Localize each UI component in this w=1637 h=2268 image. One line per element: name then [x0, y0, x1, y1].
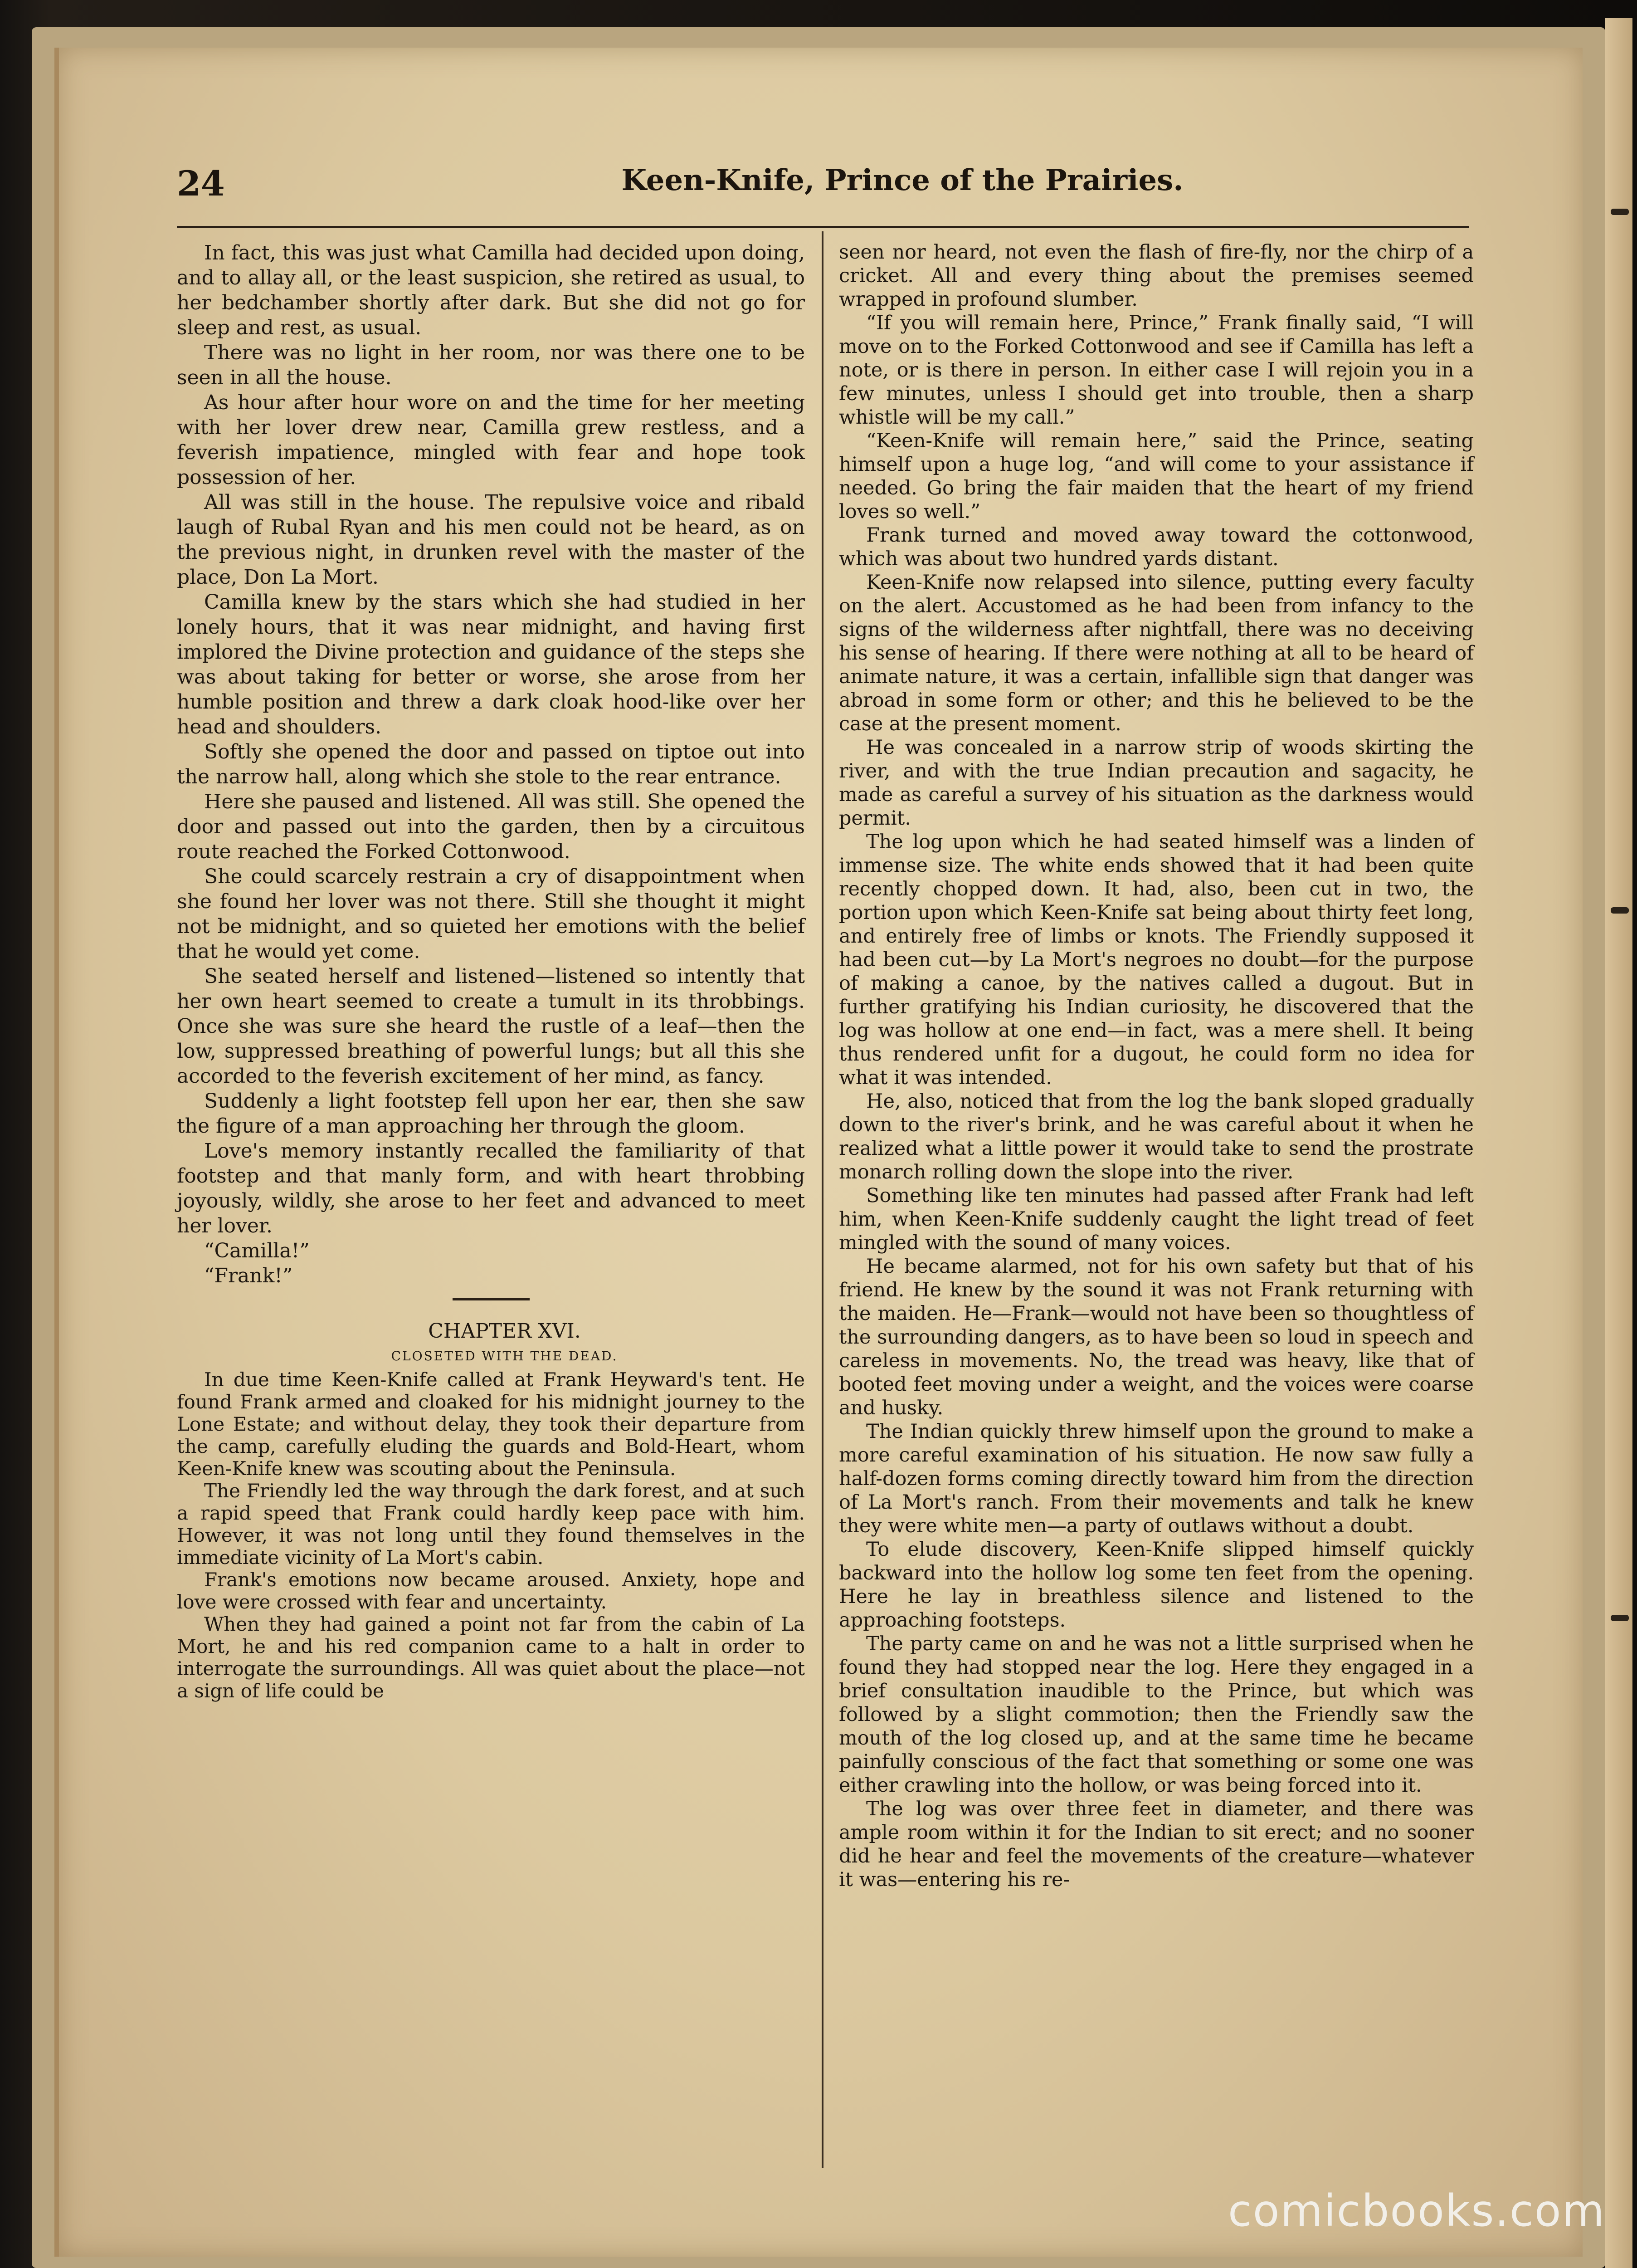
- paragraph: Something like ten minutes had passed after Frank had left him, when Keen-Knife suddenly caught the light tread of feet mingled with the sound of many voices.: [839, 1184, 1474, 1254]
- paragraph: He, also, noticed that from the log the bank sloped gradually down to the river's brink, and he was careful about it when he realized what a little power it would take to send the prostrate monarch rolling down the slope into the river.: [839, 1090, 1474, 1183]
- paragraph: He was concealed in a narrow strip of woods skirting the river, and with the true Indian precaution and sagacity, he made as careful a survey of his situation as the darkness would permit.: [839, 736, 1474, 830]
- chapter-heading: CHAPTER XVI.: [428, 1320, 581, 1343]
- paragraph: seen nor heard, not even the flash of fire-fly, nor the chirp of a cricket. All and every thing about the premises seemed wrapped in profound slumber.: [839, 241, 1474, 311]
- running-title: Keen-Knife, Prince of the Prairies.: [621, 163, 1184, 197]
- paragraph: To elude discovery, Keen-Knife slipped himself quickly backward into the hollow log some ten feet from the opening. Here he lay in breathless silence and listened to the approaching footsteps.: [839, 1538, 1474, 1632]
- left-column: [177, 240, 805, 1702]
- paragraph: Here she paused and listened. All was still. She opened the door and passed out into the garden, then by a circuitous route reached the Forked Cottonwood.: [177, 790, 805, 863]
- paragraph: Keen-Knife now relapsed into silence, putting every faculty on the alert. Accustomed as he had been from infancy to the signs of the wilderness after nightfall, there was no deceiving his sense of hearing. If there were nothing at all to be heard of animate nature, it was a certain, infallible sign that danger was abroad in some form or other; and this he believed to be the case at the present moment.: [839, 571, 1474, 735]
- paragraph: There was no light in her room, nor was there one to be seen in all the house.: [177, 341, 805, 389]
- page-header: [163, 163, 1515, 222]
- page-number: 24: [177, 163, 225, 204]
- paragraph: All was still in the house. The repulsive voice and ribald laugh of Rubal Ryan and his men could not be heard, as on the previous night, in drunken revel with the master of the place, Don La Mort.: [177, 491, 805, 589]
- next-page-edge: [1605, 18, 1632, 2268]
- paragraph: In due time Keen-Knife called at Frank Heyward's tent. He found Frank armed and cloaked for his midnight journey to the Lone Estate; and without delay, they took their departure from the camp, carefully eluding the guards and Bold-Heart, whom Keen-Knife knew was scouting about the Peninsula.: [177, 1369, 805, 1480]
- column-divider: [822, 231, 823, 2168]
- section-rule: [453, 1298, 530, 1300]
- binding-stitch: [1611, 209, 1629, 215]
- paragraph: Frank's emotions now became aroused. Anxiety, hope and love were crossed with fear and uncertainty.: [177, 1569, 805, 1613]
- paragraph: The Indian quickly threw himself upon the ground to make a more careful examination of his situation. He now saw fully a half-dozen forms coming directly toward him from the direction of La Mort's ranch. From their movements and talk he knew they were white men—a party of outlaws without a doubt.: [839, 1420, 1474, 1537]
- paragraph: Softly she opened the door and passed on tiptoe out into the narrow hall, along which she stole to the rear entrance.: [177, 740, 805, 788]
- binding-stitch: [1611, 907, 1629, 914]
- paragraph: The Friendly led the way through the dark forest, and at such a rapid speed that Frank could hardly keep pace with him. However, it was not long until they found themselves in the immediate vicinity of La Mort's cabin.: [177, 1480, 805, 1569]
- paragraph: “If you will remain here, Prince,” Frank finally said, “I will move on to the Forked Cottonwood and see if Camilla has left a note, or is there in person. In either case I will rejoin you in a few minutes, unless I should get into trouble, then a sharp whistle will be my call.”: [839, 312, 1474, 429]
- paragraph: The party came on and he was not a little surprised when he found they had stopped near the log. Here they engaged in a brief consultation inaudible to the Prince, but which was followed by a slight commotion; then the Friendly saw the mouth of the log closed up, and at the same time he became painfully conscious of the fact that something or some one was either crawling into the hollow, or was being forced into it.: [839, 1633, 1474, 1797]
- binding-stitch: [1611, 1615, 1629, 1621]
- paragraph: The log upon which he had seated himself was a linden of immense size. The white ends showed that it had been quite recently chopped down. It had, also, been cut in two, the portion upon which Keen-Knife sat being about thirty feet long, and entirely free of limbs or knots. The Friendly supposed it had been cut—by La Mort's negroes no doubt—for the purpose of making a canoe, by the natives called a dugout. But in further gratifying his Indian curiosity, he discovered that the log was hollow at one end—in fact, was a mere shell. It being thus rendered unfit for a dugout, he could form no idea for what it was intended.: [839, 831, 1474, 1089]
- chapter-subtitle: CLOSETED WITH THE DEAD.: [391, 1349, 618, 1364]
- paragraph: She seated herself and listened—listened so intently that her own heart seemed to create a tumult in its throbbings. Once she was sure she heard the rustle of a leaf—then the low, suppressed breathing of powerful lungs; but all this she accorded to the feverish excitement of her mind, as fancy.: [177, 965, 805, 1088]
- paragraph: Frank turned and moved away toward the cottonwood, which was about two hundred yards distant.: [839, 524, 1474, 570]
- header-rule: [177, 226, 1469, 228]
- paragraph: “Keen-Knife will remain here,” said the Prince, seating himself upon a huge log, “and will come to your assistance if needed. Go bring the fair maiden that the heart of my friend loves so well.”: [839, 430, 1474, 523]
- dialogue-line: “Frank!”: [204, 1264, 293, 1287]
- paragraph: He became alarmed, not for his own safety but that of his friend. He knew by the sound it was not Frank returning with the maiden. He—Frank—would not have been so thoughtless of the surrounding dangers, as to have been so loud in speech and careless in movements. No, the tread was heavy, like that of booted feet moving under a weight, and the voices were coarse and husky.: [839, 1255, 1474, 1419]
- paragraph: When they had gained a point not far from the cabin of La Mort, he and his red companion came to a halt in order to interrogate the surroundings. All was quiet about the place—not a sign of life could be: [177, 1613, 805, 1702]
- paragraph: She could scarcely restrain a cry of disappointment when she found her lover was not there. Still she thought it might not be midnight, and so quieted her emotions with the belief that he would yet come.: [177, 865, 805, 963]
- dialogue-line: “Camilla!”: [204, 1239, 310, 1262]
- paragraph: As hour after hour wore on and the time for her meeting with her lover drew near, Camilla grew restless, and a feverish impatience, mingled with fear and hope took possession of her.: [177, 391, 805, 489]
- right-column: [839, 240, 1474, 1892]
- paragraph: In fact, this was just what Camilla had decided upon doing, and to allay all, or the least suspicion, she retired as usual, to her bedchamber shortly after dark. But she did not go for sleep and rest, as usual.: [177, 241, 805, 339]
- watermark-text: comicbooks.com: [1228, 2185, 1605, 2236]
- paragraph: Love's memory instantly recalled the familiarity of that footstep and that manly form, and with heart throbbing joyously, wildly, she arose to her feet and advanced to meet her lover.: [177, 1139, 805, 1237]
- paragraph: Suddenly a light footstep fell upon her ear, then she saw the figure of a man approaching her through the gloom.: [177, 1090, 805, 1138]
- paragraph: Camilla knew by the stars which she had studied in her lonely hours, that it was near midnight, and having first implored the Divine protection and guidance of the steps she was about taking for better or worse, she arose from her humble position and threw a dark cloak hood-like over her head and shoulders.: [177, 591, 805, 738]
- paragraph: The log was over three feet in diameter, and there was ample room within it for the Indian to sit erect; and no sooner did he hear and feel the movements of the creature—whatever it was—entering his re-: [839, 1798, 1474, 1891]
